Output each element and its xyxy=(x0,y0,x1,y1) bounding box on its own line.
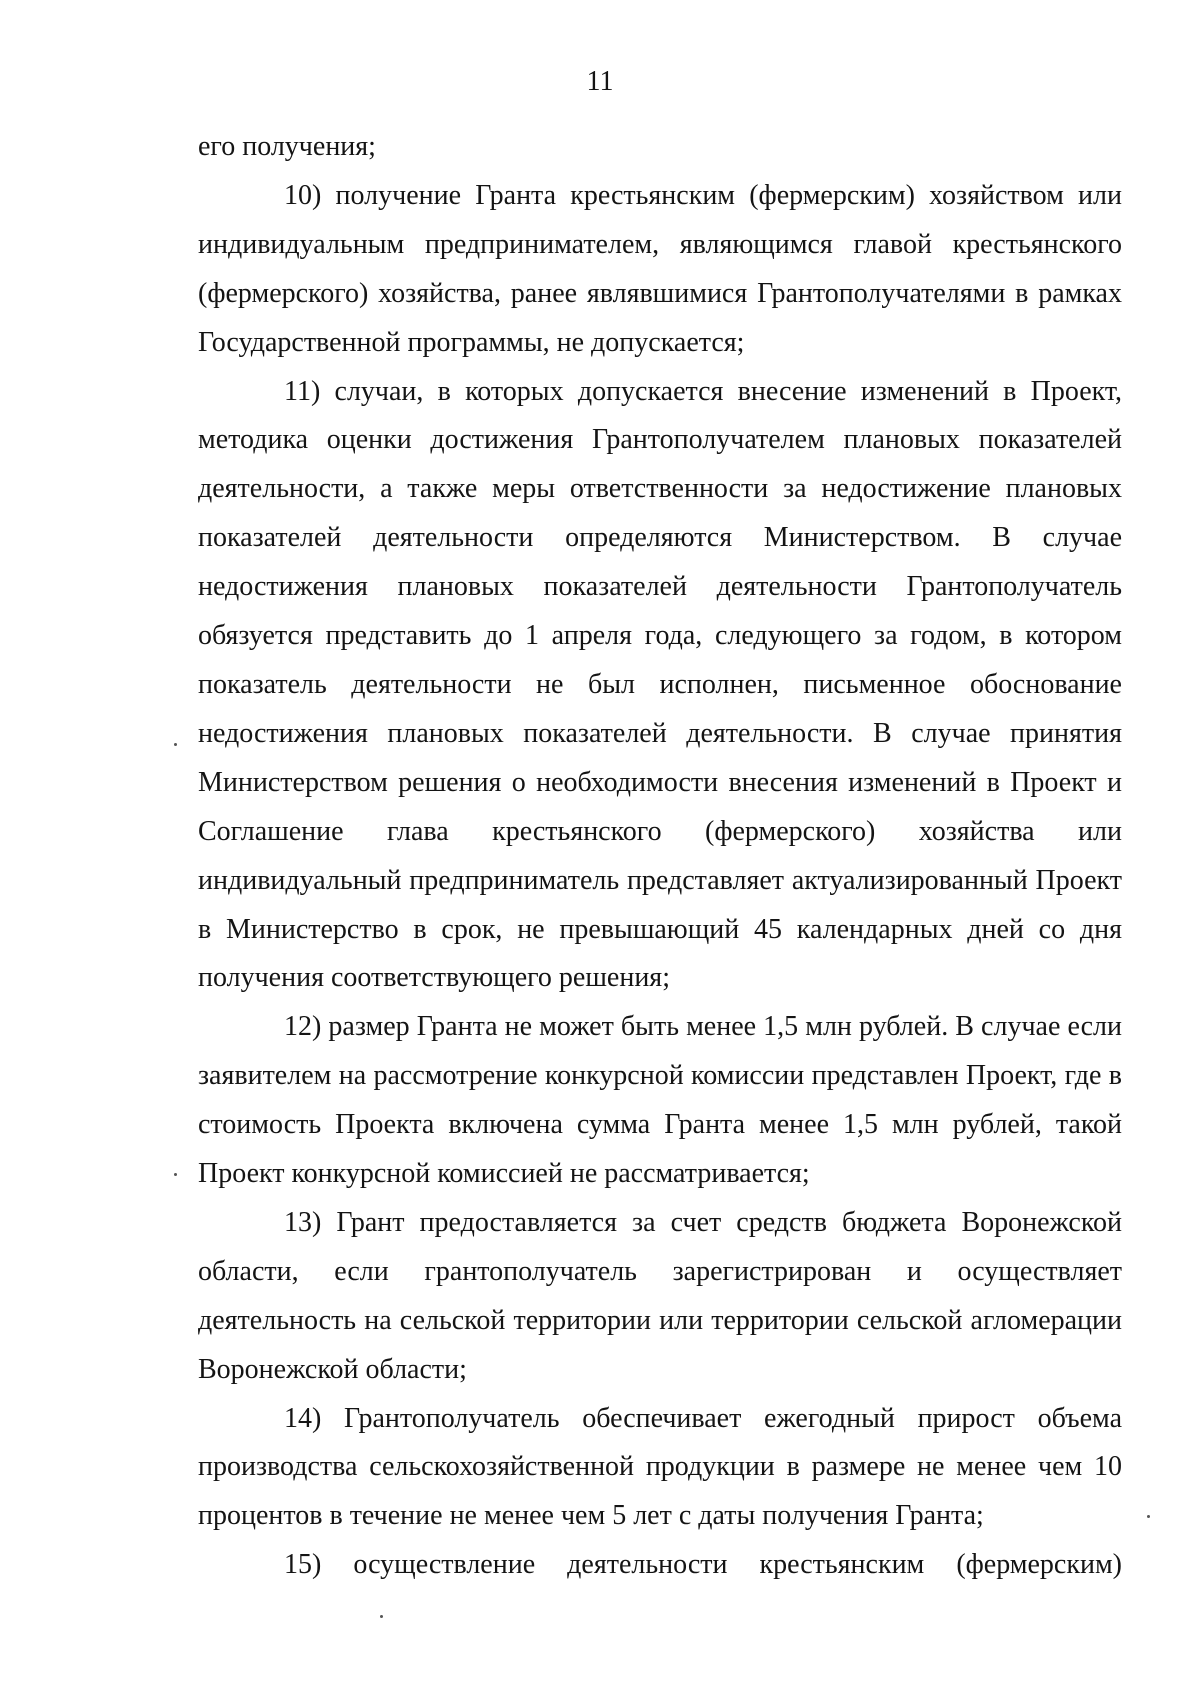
scan-speck xyxy=(1147,1515,1150,1518)
paragraph-item-12: 12) размер Гранта не может быть менее 1,5 млн рублей. В случае если заявителем на рассмотрение конкурсной комиссии представлен Проект, где в стоимость Проекта включена сумма Гранта менее 1,5 млн рублей, такой Проект конкурсной комиссией не рассматривается; xyxy=(198,1011,1122,1190)
scan-speck xyxy=(380,1615,383,1618)
paragraph-item-10: 10) получение Гранта крестьянским (фермерским) хозяйством или индивидуальным предпринимателем, являющимся главой крестьянского (фермерского) хозяйства, ранее являвшимися Грантополучателями в рамках Государственной программы, не допускается; xyxy=(198,179,1122,358)
document-body xyxy=(198,123,1122,1590)
scan-speck xyxy=(174,1173,177,1176)
paragraph-item-14: 14) Грантополучатель обеспечивает ежегодный прирост объема производства сельскохозяйственной продукции в размере не менее чем 10 процентов в течение не менее чем 5 лет с даты получения Гранта; xyxy=(198,1402,1122,1532)
paragraph-item-13: 13) Грант предоставляется за счет средств бюджета Воронежской области, если грантополучатель зарегистрирован и осуществляет деятельность на сельской территории или территории сельской агломерации Воронежской области; xyxy=(198,1206,1122,1385)
paragraph-item-11: 11) случаи, в которых допускается внесение изменений в Проект, методика оценки достижения Грантополучателем плановых показателей деятельности, а также меры ответственности за недостижение плановых показателей деятельности определяются Министерством. В случае недостижения плановых показателей деятельности Грантополучатель обязуется представить до 1 апреля года, следующего за годом, в котором показатель деятельности не был исполнен, письменное обоснование недостижения плановых показателей деятельности. В случае принятия Министерством решения о необходимости внесения изменений в Проект и Соглашение глава крестьянского (фермерского) хозяйства или индивидуальный предприниматель представляет актуализированный Проект в Министерство в срок, не превышающий 45 календарных дней со дня получения соответствующего решения; xyxy=(198,375,1122,994)
paragraph-item-15: 15) осуществление деятельности крестьянским (фермерским) xyxy=(284,1549,1122,1581)
page-number: 11 xyxy=(586,66,614,97)
scan-speck xyxy=(174,743,177,746)
paragraph-continuation: его получения; xyxy=(198,131,376,162)
